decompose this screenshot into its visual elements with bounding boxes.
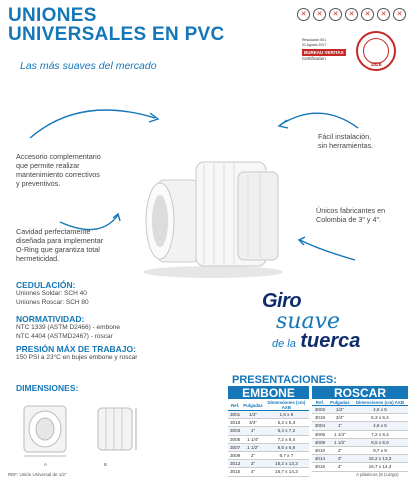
table-cell: 3015 (230, 469, 241, 475)
table-cell: 3/4" (242, 419, 264, 427)
presentaciones-title: PRESENTACIONES: (232, 374, 337, 386)
table-row (312, 406, 408, 414)
pres-title: PRESIÓN MÁX DE TRABAJO: (16, 344, 136, 354)
table-cell: 1" (328, 422, 352, 430)
table-cell: 3" (328, 455, 352, 463)
table-cell: 3002 (312, 406, 328, 414)
col-dims: Dimensiones (cm) AXB (352, 400, 408, 406)
tool-icon: ✕ (393, 8, 406, 21)
table-cell: 3014 (312, 455, 328, 463)
table-cell: 5,3 x 5,3 (264, 419, 309, 427)
table-cell: 2" (242, 451, 264, 459)
table-cell: 9,7 x 7 (264, 451, 309, 459)
feature-install: Fácil instalación, sin herramientas. (318, 132, 374, 150)
table-cell: 5,3 x 5,4 (352, 414, 408, 422)
roscar-table (312, 400, 408, 472)
subtitle: Las más suaves del mercado (20, 60, 157, 72)
col-ref: Ref. (312, 400, 328, 406)
table-cell: 3019 (312, 414, 328, 422)
table-cell: 2" (328, 446, 352, 454)
table-cell: 1,6 x 5 (264, 411, 309, 419)
table-cell: 4" (242, 468, 264, 476)
hammer-icon: ✕ (377, 8, 390, 21)
norm-roscar: NTC 4404 (ASTMD2467) - roscar (16, 332, 113, 340)
sun-icon: ✕ (329, 8, 342, 21)
col-dims: Dimensiones (cm) AXB (264, 400, 309, 411)
table-cell: 16,7 x 14,3 (352, 463, 408, 471)
resolution-text: Resolución 501 01 Agosto 2017 (302, 38, 327, 47)
table-cell: 3005 (230, 436, 241, 442)
feature-oring: Cavidad perfectamente diseñada para implementar O-Ring que garantiza total hermeticidad. (16, 227, 104, 263)
table-cell: 3008 (312, 438, 328, 446)
table-cell: 3009 (230, 453, 241, 459)
pipe-icon: ✕ (361, 8, 374, 21)
table-cell: 3013 (230, 461, 241, 467)
table-cell: 3010 (312, 446, 328, 454)
dims-drawing (20, 400, 140, 462)
dim-b-label: B (104, 462, 108, 467)
dims-title: DIMENSIONES: (16, 383, 79, 393)
table-cell: 3018 (230, 420, 241, 426)
table-row (228, 411, 309, 419)
table-cell: 8,5 x 6,6 (352, 438, 408, 446)
table-cell: 3006 (312, 430, 328, 438)
ref-note: REF: Unión Universal de 1/2" (8, 472, 67, 477)
dim-a-label: A (44, 462, 48, 467)
table-cell: 15,2 x 13,3 (352, 455, 408, 463)
wrench-icon: ✕ (345, 8, 358, 21)
table-cell: 3003 (230, 428, 241, 434)
col-ref: Ref. (228, 400, 242, 411)
table-cell: 4" (328, 463, 352, 471)
bureau-veritas-seal-icon: 1828 (356, 31, 396, 71)
table-row (312, 414, 408, 422)
table-row (228, 443, 309, 451)
table-row (228, 427, 309, 435)
table-cell: 1/2" (242, 411, 264, 419)
cedulacion-roscar: Uniones Roscar: SCH 80 (16, 298, 89, 306)
table-cell: 3001 (230, 412, 241, 418)
table-cell: 1 1/4" (242, 435, 264, 443)
page-title: UNIONES UNIVERSALES EN PVC (8, 5, 225, 45)
roscar-header: ROSCAR (312, 386, 408, 399)
table-row (312, 438, 408, 446)
table-cell: 3" (242, 460, 264, 468)
norm-title: NORMATIVIDAD: (16, 314, 85, 324)
specs-block (16, 280, 137, 363)
table-cell: 1 1/4" (328, 430, 352, 438)
cedulacion-soldar: Uniones Soldar: SCH 40 (16, 290, 87, 297)
table-cell: 1/2" (328, 406, 352, 414)
table-cell: 16,7 x 14,3 (264, 468, 309, 476)
table-cell: 3/4" (328, 414, 352, 422)
table-cell: 3016 (312, 463, 328, 471)
table-cell: 3007 (230, 444, 241, 450)
table-row (312, 430, 408, 438)
cedulacion-title: CEDULACIÓN: (16, 280, 76, 290)
table-row (312, 455, 408, 463)
flame-icon: ✕ (297, 8, 310, 21)
table-cell: 7,2 x 6,4 (352, 430, 408, 438)
table-cell: 1 1/2" (328, 438, 352, 446)
table-cell: 7,2 x 6,4 (264, 435, 309, 443)
table-cell: 8,5 x 6,6 (264, 443, 309, 451)
col-pulgadas: Pulgadas (242, 400, 264, 411)
embone-header: EMBONE (228, 386, 309, 399)
table-row (312, 463, 408, 471)
norm-embone: NTC 1339 (ASTM D2466) - embone (16, 324, 121, 331)
table-cell: 4,6 x 5 (352, 406, 408, 414)
bureau-veritas-label: BUREAU VERITAS (304, 50, 344, 55)
table-cell: 9,7 x 9 (352, 446, 408, 454)
pvc-union-image (118, 150, 308, 280)
table-row (228, 451, 309, 459)
feature-maintenance: Accesorio complementario que permite realizar mantenimiento correctivos y preventivos. (16, 152, 101, 188)
table-cell: 3004 (312, 422, 328, 430)
table-row (228, 419, 309, 427)
table-cell: 15,2 x 13,3 (264, 460, 309, 468)
table-cell: 1 1/2" (242, 443, 264, 451)
table-row (312, 446, 408, 454)
table-row (228, 460, 309, 468)
certification-label: Certification (302, 56, 326, 61)
table-cell: 1" (242, 427, 264, 435)
feature-unique: Únicos fabricantes en Colombia de 3" y 4". (316, 206, 386, 224)
col-pulgadas: Pulgadas (328, 400, 352, 406)
solvent-icon: ✕ (313, 8, 326, 21)
table-cell: 6,4 x 7,2 (264, 427, 309, 435)
table-row (312, 422, 408, 430)
table-cell: 4,6 x 5 (352, 422, 408, 430)
embone-table (228, 400, 309, 477)
footer-note: A plásticos (8 (Largo) (356, 472, 399, 477)
table-row (228, 435, 309, 443)
slogan: Giro suave de la tuerca (262, 290, 361, 352)
table-row (228, 468, 309, 476)
pres-text: 150 PSI a 23°C en bujes embone y roscar (16, 354, 138, 361)
